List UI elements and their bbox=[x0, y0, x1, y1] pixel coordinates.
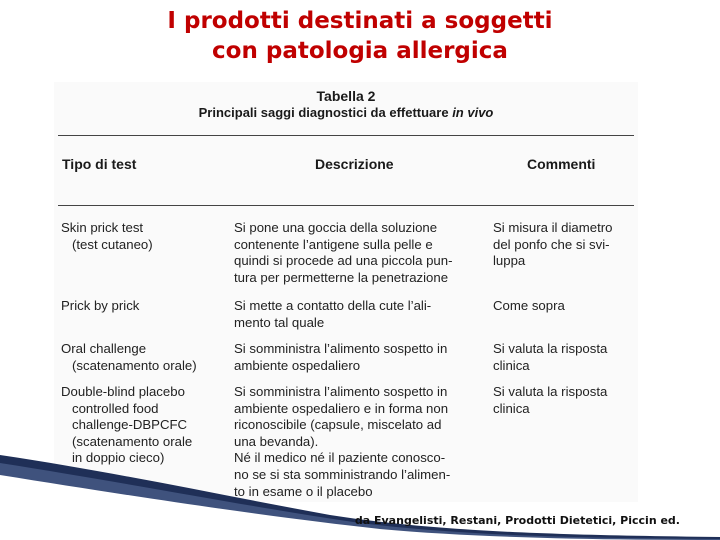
slide-title-line1: I prodotti destinati a soggetti bbox=[167, 8, 553, 34]
row4-description: Si somministra l’alimento sospetto in ambiente ospedaliero e in forma non riconoscibile (capsule, miscelato ad una bevanda). Né il medico né il paziente conosco- no se si sta somministrando l’alimen- to in esame o il placebo bbox=[234, 384, 451, 499]
table-top-rule bbox=[58, 135, 634, 136]
slide-title bbox=[0, 6, 720, 66]
decorative-footer-swoosh bbox=[0, 455, 720, 540]
header-commenti: Commenti bbox=[527, 156, 596, 172]
table-caption bbox=[54, 105, 638, 120]
table-caption-italic: in vivo bbox=[452, 105, 494, 120]
slide-title-line2: con patologia allergica bbox=[212, 38, 508, 64]
row2-comment: Come sopra bbox=[493, 298, 565, 313]
row4-comment: Si valuta la risposta clinica bbox=[493, 384, 608, 416]
table-caption-text: Principali saggi diagnostici da effettuare bbox=[198, 105, 453, 120]
source-citation: da Evangelisti, Restani, Prodotti Dietetici, Piccin ed. bbox=[354, 514, 680, 527]
row1-comment: Si misura il diametro del ponfo che si svi- luppa bbox=[493, 220, 613, 269]
row1-test: Skin prick test (test cutaneo) bbox=[61, 220, 153, 252]
row3-comment: Si valuta la risposta clinica bbox=[493, 341, 608, 373]
row2-description: Si mette a contatto della cute l’ali- mento tal quale bbox=[234, 298, 432, 330]
header-descrizione: Descrizione bbox=[315, 156, 394, 172]
row4-test: Double-blind placebo controlled food challenge-DBPCFC (scatenamento orale in doppio cieco) bbox=[61, 384, 193, 466]
header-bottom-rule bbox=[58, 205, 634, 206]
row3-description: Si somministra l’alimento sospetto in ambiente ospedaliero bbox=[234, 341, 448, 373]
scanned-table-image bbox=[54, 82, 638, 502]
row3-test: Oral challenge (scatenamento orale) bbox=[61, 341, 197, 373]
header-tipo-di-test: Tipo di test bbox=[62, 156, 137, 172]
row2-test: Prick by prick bbox=[61, 298, 140, 313]
row1-description: Si pone una goccia della soluzione contenente l’antigene sulla pelle e quindi si procede ad una piccola pun- tura per permetterne la penetrazione bbox=[234, 220, 453, 285]
table-caption-number: Tabella 2 bbox=[316, 88, 376, 104]
